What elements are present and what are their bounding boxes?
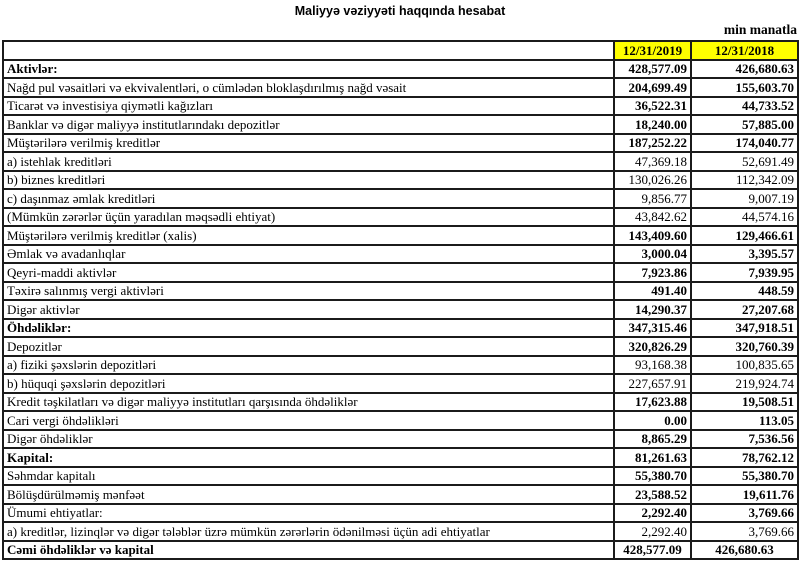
value-2019: 428,577.09 bbox=[614, 60, 691, 79]
value-2019: 227,657.91 bbox=[614, 374, 691, 393]
header-col-2018: 12/31/2018 bbox=[691, 41, 798, 60]
value-2018: 155,603.70 bbox=[691, 78, 798, 97]
value-2018: 7,939.95 bbox=[691, 263, 798, 282]
header-col-2019: 12/31/2019 bbox=[614, 41, 691, 60]
row-label: b) hüquqi şəxslərin depozitləri bbox=[3, 374, 614, 393]
value-2018: 27,207.68 bbox=[691, 300, 798, 319]
table-row bbox=[3, 60, 798, 79]
row-label: Kapital: bbox=[3, 448, 614, 467]
table-row bbox=[3, 467, 798, 486]
value-2018: 3,395.57 bbox=[691, 245, 798, 264]
value-2019: 17,623.88 bbox=[614, 393, 691, 412]
row-label: Cəmi öhdəliklər və kapital bbox=[3, 541, 614, 560]
table-row bbox=[3, 115, 798, 134]
table-row bbox=[3, 374, 798, 393]
table-row bbox=[3, 208, 798, 227]
row-label: Öhdəliklər: bbox=[3, 319, 614, 338]
table-row bbox=[3, 319, 798, 338]
value-2018: 347,918.51 bbox=[691, 319, 798, 338]
value-2019: 187,252.22 bbox=[614, 134, 691, 153]
value-2019: 47,369.18 bbox=[614, 152, 691, 171]
value-2018: 129,466.61 bbox=[691, 226, 798, 245]
row-label: Təxirə salınmış vergi aktivləri bbox=[3, 282, 614, 301]
value-2018: 78,762.12 bbox=[691, 448, 798, 467]
row-label: Digər öhdəliklər bbox=[3, 430, 614, 449]
value-2019: 130,026.26 bbox=[614, 171, 691, 190]
value-2019: 491.40 bbox=[614, 282, 691, 301]
value-2019: 81,261.63 bbox=[614, 448, 691, 467]
row-label: Müştərilərə verilmiş kreditlər bbox=[3, 134, 614, 153]
value-2018: 57,885.00 bbox=[691, 115, 798, 134]
value-2018: 19,611.76 bbox=[691, 485, 798, 504]
value-2018: 44,574.16 bbox=[691, 208, 798, 227]
value-2019: 204,699.49 bbox=[614, 78, 691, 97]
row-label: Səhmdar kapitalı bbox=[3, 467, 614, 486]
value-2019: 18,240.00 bbox=[614, 115, 691, 134]
value-2018: 52,691.49 bbox=[691, 152, 798, 171]
row-label: Bölüşdürülməmiş mənfəət bbox=[3, 485, 614, 504]
value-2019: 143,409.60 bbox=[614, 226, 691, 245]
value-2018: 113.05 bbox=[691, 411, 798, 430]
table-row bbox=[3, 430, 798, 449]
row-label: Əmlak və avadanlıqlar bbox=[3, 245, 614, 264]
table-row bbox=[3, 282, 798, 301]
row-label: a) istehlak kreditləri bbox=[3, 152, 614, 171]
row-label: Aktivlər: bbox=[3, 60, 614, 79]
value-2019: 428,577.09 bbox=[614, 541, 691, 560]
value-2018: 3,769.66 bbox=[691, 522, 798, 541]
value-2018: 112,342.09 bbox=[691, 171, 798, 190]
header-row bbox=[3, 41, 798, 60]
value-2019: 3,000.04 bbox=[614, 245, 691, 264]
value-2019: 23,588.52 bbox=[614, 485, 691, 504]
table-row bbox=[3, 541, 798, 560]
value-2019: 2,292.40 bbox=[614, 504, 691, 523]
table-row bbox=[3, 300, 798, 319]
row-label: a) fiziki şəxslərin depozitləri bbox=[3, 356, 614, 375]
value-2018: 9,007.19 bbox=[691, 189, 798, 208]
table-row bbox=[3, 189, 798, 208]
table-row bbox=[3, 337, 798, 356]
table-row bbox=[3, 134, 798, 153]
value-2018: 100,835.65 bbox=[691, 356, 798, 375]
value-2019: 7,923.86 bbox=[614, 263, 691, 282]
table-row bbox=[3, 393, 798, 412]
row-label: Ümumi ehtiyatlar: bbox=[3, 504, 614, 523]
financial-position-table bbox=[2, 40, 799, 560]
table-row bbox=[3, 504, 798, 523]
value-2019: 93,168.38 bbox=[614, 356, 691, 375]
row-label: Nağd pul vəsaitləri və ekvivalentləri, o cümlədən bloklaşdırılmış nağd vəsait bbox=[3, 78, 614, 97]
table-row bbox=[3, 226, 798, 245]
header-blank-cell bbox=[3, 41, 614, 60]
row-label: c) daşınmaz əmlak kreditləri bbox=[3, 189, 614, 208]
row-label: (Mümkün zərərlər üçün yaradılan məqsədli ehtiyat) bbox=[3, 208, 614, 227]
value-2018: 44,733.52 bbox=[691, 97, 798, 116]
table-row bbox=[3, 171, 798, 190]
table-row bbox=[3, 448, 798, 467]
value-2019: 43,842.62 bbox=[614, 208, 691, 227]
value-2019: 55,380.70 bbox=[614, 467, 691, 486]
value-2018: 3,769.66 bbox=[691, 504, 798, 523]
value-2018: 219,924.74 bbox=[691, 374, 798, 393]
page-title: Maliyyə vəziyyəti haqqında hesabat bbox=[294, 4, 506, 18]
table-row bbox=[3, 485, 798, 504]
row-label: Cari vergi öhdəlikləri bbox=[3, 411, 614, 430]
value-2019: 347,315.46 bbox=[614, 319, 691, 338]
row-label: a) kreditlər, lizinqlər və digər tələblər üzrə mümkün zərərlərin ödənilməsi üçün adi ehtiyatlar bbox=[3, 522, 614, 541]
row-label: Müştərilərə verilmiş kreditlər (xalis) bbox=[3, 226, 614, 245]
row-label: Qeyri-maddi aktivlər bbox=[3, 263, 614, 282]
value-2018: 426,680.63 bbox=[691, 541, 798, 560]
value-2018: 174,040.77 bbox=[691, 134, 798, 153]
row-label: Ticarət və investisiya qiymətli kağızları bbox=[3, 97, 614, 116]
value-2019: 2,292.40 bbox=[614, 522, 691, 541]
table-row bbox=[3, 245, 798, 264]
row-label: b) biznes kreditləri bbox=[3, 171, 614, 190]
table-row bbox=[3, 356, 798, 375]
table-row bbox=[3, 78, 798, 97]
value-2019: 8,865.29 bbox=[614, 430, 691, 449]
table-row bbox=[3, 97, 798, 116]
value-2019: 14,290.37 bbox=[614, 300, 691, 319]
value-2018: 55,380.70 bbox=[691, 467, 798, 486]
row-label: Kredit təşkilatları və digər maliyyə institutları qarşısında öhdəliklər bbox=[3, 393, 614, 412]
row-label: Depozitlər bbox=[3, 337, 614, 356]
value-2018: 7,536.56 bbox=[691, 430, 798, 449]
table-row bbox=[3, 411, 798, 430]
table-row bbox=[3, 152, 798, 171]
row-label: Digər aktivlər bbox=[3, 300, 614, 319]
value-2018: 320,760.39 bbox=[691, 337, 798, 356]
row-label: Banklar və digər maliyyə institutlarındakı depozitlər bbox=[3, 115, 614, 134]
value-2019: 0.00 bbox=[614, 411, 691, 430]
value-2019: 320,826.29 bbox=[614, 337, 691, 356]
unit-note: min manatla bbox=[723, 22, 797, 37]
value-2018: 426,680.63 bbox=[691, 60, 798, 79]
value-2019: 36,522.31 bbox=[614, 97, 691, 116]
value-2018: 448.59 bbox=[691, 282, 798, 301]
table-row bbox=[3, 522, 798, 541]
value-2018: 19,508.51 bbox=[691, 393, 798, 412]
value-2019: 9,856.77 bbox=[614, 189, 691, 208]
table-row bbox=[3, 263, 798, 282]
